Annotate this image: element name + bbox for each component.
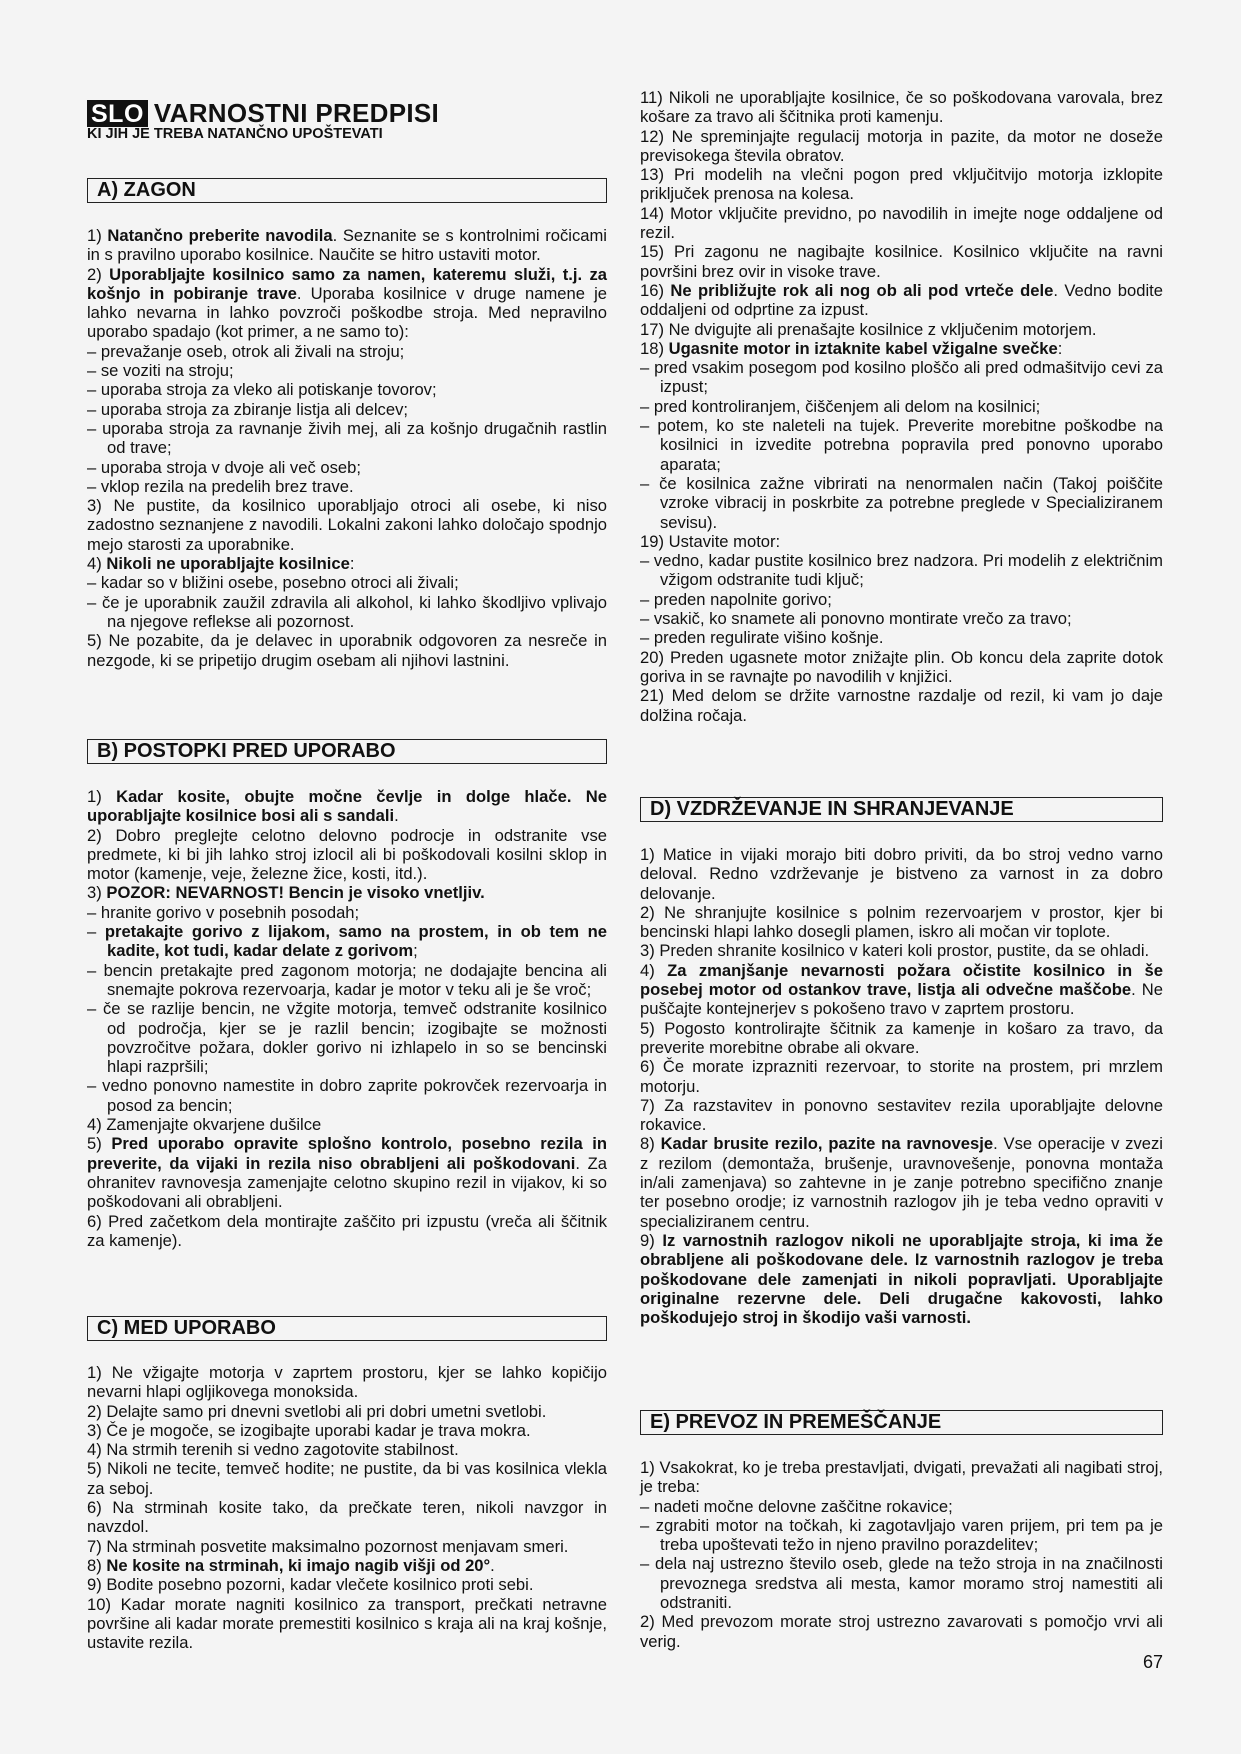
- section-d-lines-6: 7) Za razstavitev in ponovno sestavitev rezila uporabljajte delovne rokavice.: [640, 1095, 1163, 1135]
- language-badge: SLO: [87, 100, 148, 127]
- section-c-cont-18: 21) Med delom se držite varnostne razdalje od rezil, ki vam jo daje dolžina ročaja.: [640, 686, 1163, 725]
- section-e-lines-1: – nadeti močne delovne zaščitne rokavice;: [640, 1496, 953, 1516]
- section-c-cont-8: – pred vsakim posegom pod kosilno ploščo ali pred odmašitvijo cevi za izpust;: [640, 358, 1163, 397]
- section-a-lines-0: 1) Natančno preberite navodila. Seznanite se s kontrolnimi ročicami in s pravilno uporabo kosilnice. Naučite se hitro ustaviti motor.: [87, 226, 607, 265]
- section-c-cont-2: 13) Pri modelih na vlečni pogon pred vključitvijo motorja izklopite priključek prenosa na kolesa.: [640, 165, 1163, 204]
- page-subtitle: KI JIH JE TREBA NATANČNO UPOŠTEVATI: [87, 126, 383, 142]
- section-c-lines-6: 7) Na strminah posvetite maksimalno pozornost menjavam smeri.: [87, 1536, 569, 1556]
- section-b-lines-4: – pretakajte gorivo z lijakom, samo na prostem, in ob tem ne kadite, kot tudi, kadar delate z gorivom;: [87, 922, 607, 961]
- section-a-lines-4: – uporaba stroja za vleko ali potiskanje tovorov;: [87, 380, 437, 400]
- section-c-lines-5: 6) Na strminah kosite tako, da prečkate teren, nikoli navzgor in navzdol.: [87, 1498, 607, 1537]
- section-c-lines-7: 8) Ne kosite na strminah, ki imajo nagib višji od 20°.: [87, 1555, 495, 1575]
- section-b-lines-10: 6) Pred začetkom dela montirajte zaščito pri izpustu (vreča ali ščitnik za kamenje).: [87, 1211, 607, 1250]
- section-c-cont-16: – preden regulirate višino košnje.: [640, 628, 884, 648]
- section-b-title: B) POSTOPKI PRED UPORABO: [87, 739, 607, 764]
- section-c-continued: [640, 88, 1163, 725]
- section-b-lines-6: – če se razlije bencin, ne vžgite motorja, temveč odstranite kosilnico od področja, kjer se je razlil bencin; izogibajte se možnosti povzročitve požara, dokler gorivo ni izhlapelo in so se bencinski hlapi razpršili;: [87, 999, 607, 1077]
- section-e-body: [640, 1458, 1163, 1651]
- section-d-lines-4: 5) Pogosto kontrolirajte ščitnik za kamenje in košaro za travo, da preverite morebitne obrabe ali okvare.: [640, 1018, 1163, 1057]
- section-c-cont-13: – vedno, kadar pustite kosilnico brez nadzora. Pri modelih z električnim vžigom odstranite tudi ključ;: [640, 551, 1163, 590]
- section-c-cont-12: 19) Ustavite motor:: [640, 531, 781, 551]
- section-b-lines-8: 4) Zamenjajte okvarjene dušilce: [87, 1115, 322, 1135]
- section-a-body: [87, 226, 607, 670]
- section-a-lines-7: – uporaba stroja v dvoje ali več oseb;: [87, 457, 361, 477]
- section-c-lines-8: 9) Bodite posebno pozorni, kadar vlečete kosilnico proti sebi.: [87, 1575, 534, 1595]
- section-d-lines-3: 4) Za zmanjšanje nevarnosti požara očistite kosilnico in še posebej motor od ostankov trave, listja ali odvečne maščobe. Ne puščajte kontejnerjev s pokošeno travo v zaprtem prostoru.: [640, 960, 1163, 1019]
- section-c-cont-7: 18) Ugasnite motor in iztaknite kabel vžigalne svečke:: [640, 338, 1063, 358]
- section-c-lines-4: 5) Nikoli ne tecite, temveč hodite; ne pustite, da bi vas kosilnica vlekla za seboj.: [87, 1459, 607, 1498]
- section-b-lines-9: 5) Pred uporabo opravite splošno kontrolo, posebno rezila in preverite, da vijaki in rezila niso obrabljeni ali poškodovani. Za ohranitev ravnovesja zamenjajte celotno skupino rezil in vijakov, ki so poškodovani ali obrabljeni.: [87, 1134, 607, 1212]
- section-c-lines-9: 10) Kadar morate nagniti kosilnico za transport, prečkati netravne površine ali kadar morate premestiti kosilnico s kraja ali na kraj košnje, ustavite rezila.: [87, 1594, 607, 1653]
- section-c-lines-0: 1) Ne vžigajte motorja v zaprtem prostoru, kjer se lahko kopičijo nevarni hlapi ogljikovega monoksida.: [87, 1363, 607, 1402]
- section-c-cont-3: 14) Motor vključite previdno, po navodilih in imejte noge oddaljene od rezil.: [640, 203, 1163, 243]
- section-a-lines-9: 3) Ne pustite, da kosilnico uporabljajo otroci ali osebe, ki niso zadostno seznanjene z navodili. Lokalni zakoni lahko določajo spodnjo mejo starosti za uporabnike.: [87, 496, 607, 554]
- section-c-cont-0: 11) Nikoli ne uporabljajte kosilnice, če so poškodovana varovala, brez košare za travo ali ščitnika proti kamenju.: [640, 88, 1163, 127]
- section-b-body: [87, 787, 607, 1250]
- section-c-cont-5: 16) Ne približujte rok ali nog ob ali pod vrteče dele. Vedno bodite oddaljeni od odprtine za izpust.: [640, 280, 1164, 320]
- section-d-title: D) VZDRŽEVANJE IN SHRANJEVANJE: [640, 797, 1163, 822]
- section-d-body: [640, 845, 1163, 1327]
- section-b-lines-3: – hranite gorivo v posebnih posodah;: [87, 902, 360, 922]
- page-header: [87, 100, 439, 142]
- section-c-cont-14: – preden napolnite gorivo;: [640, 589, 832, 609]
- section-a-lines-2: – prevažanje oseb, otrok ali živali na stroju;: [87, 341, 405, 361]
- section-d-lines-8: 9) Iz varnostnih razlogov nikoli ne uporabljajte stroja, ki ima že obrabljene ali poškodovane dele. Iz varnostnih razlogov je treba poškodovane dele zamenjati in nikoli popravljati. Uporabljajte originalne rezervne dele. Deli drugačne kakovosti, lahko poškodujejo stroj in škodijo vaši varnosti.: [640, 1230, 1163, 1328]
- section-c-cont-9: – pred kontroliranjem, čiščenjem ali delom na kosilnici;: [640, 396, 1041, 416]
- section-c-lines-3: 4) Na strmih terenih si vedno zagotovite stabilnost.: [87, 1440, 459, 1460]
- section-a-lines-8: – vklop rezila na predelih brez trave.: [87, 476, 354, 496]
- section-d-lines-2: 3) Preden shranite kosilnico v kateri koli prostor, pustite, da se ohladi.: [640, 941, 1150, 961]
- section-c-cont-11: – če kosilnica zažne vibrirati na nenormalen način (Takoj poiščite vzroke vibracij in poskrbite za potrebne preglede v Specializiranem sevisu).: [640, 473, 1163, 532]
- section-a-title: A) ZAGON: [87, 178, 607, 203]
- section-c-lines-1: 2) Delajte samo pri dnevni svetlobi ali pri dobri umetni svetlobi.: [87, 1401, 547, 1421]
- section-d-lines-1: 2) Ne shranjujte kosilnice s polnim rezervoarjem v prostor, kjer bi bencinski hlapi lahko dosegli plamen, iskro ali močan vir toplote.: [640, 902, 1163, 942]
- section-c-cont-15: – vsakič, ko snamete ali ponovno montirate vrečo za travo;: [640, 609, 1072, 629]
- section-c-cont-10: – potem, ko ste naleteli na tujek. Preverite morebitne poškodbe na kosilnici in izvedite potrebna popravila pred ponovno uporabo aparata;: [640, 416, 1163, 474]
- section-c-lines-2: 3) Če je mogoče, se izogibajte uporabi kadar je trava mokra.: [87, 1420, 531, 1440]
- section-c-title: C) MED UPORABO: [87, 1316, 607, 1341]
- section-a-lines-3: – se voziti na stroju;: [87, 361, 234, 381]
- section-a-lines-5: – uporaba stroja za zbiranje listja ali delcev;: [87, 399, 408, 419]
- section-b-lines-1: 2) Dobro preglejte celotno delovno podrocje in odstranite vse predmete, ki bi jih lahko stroj izlocil ali bi poškodovali kosilni sklop in motor (kamenje, veje, železne žice, kosti, itd.).: [87, 825, 607, 884]
- section-b-lines-5: – bencin pretakajte pred zagonom motorja; ne dodajajte bencina ali snemajte pokrova rezervoarja, kadar je motor v teku ali je še vroč;: [87, 960, 607, 999]
- section-b-lines-0: 1) Kadar kosite, obujte močne čevlje in dolge hlače. Ne uporabljajte kosilnice bosi ali s sandali.: [87, 787, 607, 826]
- section-b-lines-2: 3) POZOR: NEVARNOST! Bencin je visoko vnetljiv.: [87, 883, 485, 903]
- section-c-body: [87, 1363, 607, 1652]
- section-d-lines-7: 8) Kadar brusite rezilo, pazite na ravnovesje. Vse operacije v zvezi z rezilom (demontaža, brušenje, uravnovešenje, ponovna montaža in/ali zamenjava) so zahtevne in je zanje potrebno specifično znanje ter posebno orodje; iz varnostnih razlogov jih je teba vedno opraviti v specializiranem centru.: [640, 1134, 1163, 1231]
- section-a-lines-6: – uporaba stroja za ravnanje živih mej, ali za košnjo drugačnih rastlin od trave;: [87, 418, 607, 458]
- section-c-cont-6: 17) Ne dvigujte ali prenašajte kosilnice z vključenim motorjem.: [640, 319, 1097, 339]
- section-c-cont-4: 15) Pri zagonu ne nagibajte kosilnice. Kosilnico vključite na ravni površini brez ovir in visoke trave.: [640, 242, 1163, 281]
- section-c-cont-17: 20) Preden ugasnete motor znižajte plin. Ob koncu dela zaprite dotok goriva in se ravnajte po navodilih v knjižici.: [640, 647, 1163, 686]
- section-a-lines-11: – kadar so v bližini osebe, posebno otroci ali živali;: [87, 573, 459, 593]
- section-c-cont-1: 12) Ne spreminjajte regulacij motorja in pazite, da motor ne doseže previsokega števila obratov.: [640, 126, 1163, 165]
- page-title: VARNOSTNI PREDPISI: [153, 98, 440, 128]
- section-e-lines-0: 1) Vsakokrat, ko je treba prestavljati, dvigati, prevažati ali nagibati stroj, je treba:: [640, 1458, 1163, 1497]
- page-number: 67: [1142, 1652, 1163, 1672]
- section-a-lines-1: 2) Uporabljajte kosilnico samo za namen, kateremu služi, t.j. za košnjo in pobiranje trave. Uporaba kosilnice v druge namene je lahko nevarna in lahko povzroči poškodbe stroja. Med nepravilno uporabo spadajo (kot primer, a ne samo to):: [87, 264, 607, 342]
- section-e-lines-2: – zgrabiti motor na točkah, ki zagotavljajo varen prijem, pri tem pa je treba upoštevati težo in njeno pravilno porazdelitev;: [640, 1515, 1163, 1555]
- section-d-lines-0: 1) Matice in vijaki morajo biti dobro priviti, da bo stroj vedno varno deloval. Redno vzdrževanje je bistveno za varnost in za dobro delovanje.: [640, 845, 1163, 903]
- section-d-lines-5: 6) Če morate izprazniti rezervoar, to storite na prostem, pri mrzlem motorju.: [640, 1057, 1163, 1096]
- section-e-lines-4: 2) Med prevozom morate stroj ustrezno zavarovati s pomočjo vrvi ali verig.: [640, 1612, 1163, 1651]
- section-e-lines-3: – dela naj ustrezno število oseb, glede na težo stroja in na značilnosti prevoznega sredstva ali mesta, kamor moramo stroj namestiti ali odstraniti.: [640, 1554, 1163, 1613]
- section-a-lines-12: – če je uporabnik zaužil zdravila ali alkohol, ki lahko škodljivo vplivajo na njegove reflekse ali pozornost.: [87, 592, 607, 631]
- section-e-title: E) PREVOZ IN PREMEŠČANJE: [640, 1410, 1163, 1435]
- section-b-lines-7: – vedno ponovno namestite in dobro zaprite pokrovček rezervoarja in posod za bencin;: [87, 1076, 607, 1115]
- section-a-lines-13: 5) Ne pozabite, da je delavec in uporabnik odgovoren za nesreče in nezgode, ki se pripetijo drugim osebam ali njihovi lastnini.: [87, 631, 607, 670]
- section-a-lines-10: 4) Nikoli ne uporabljajte kosilnice:: [87, 554, 355, 574]
